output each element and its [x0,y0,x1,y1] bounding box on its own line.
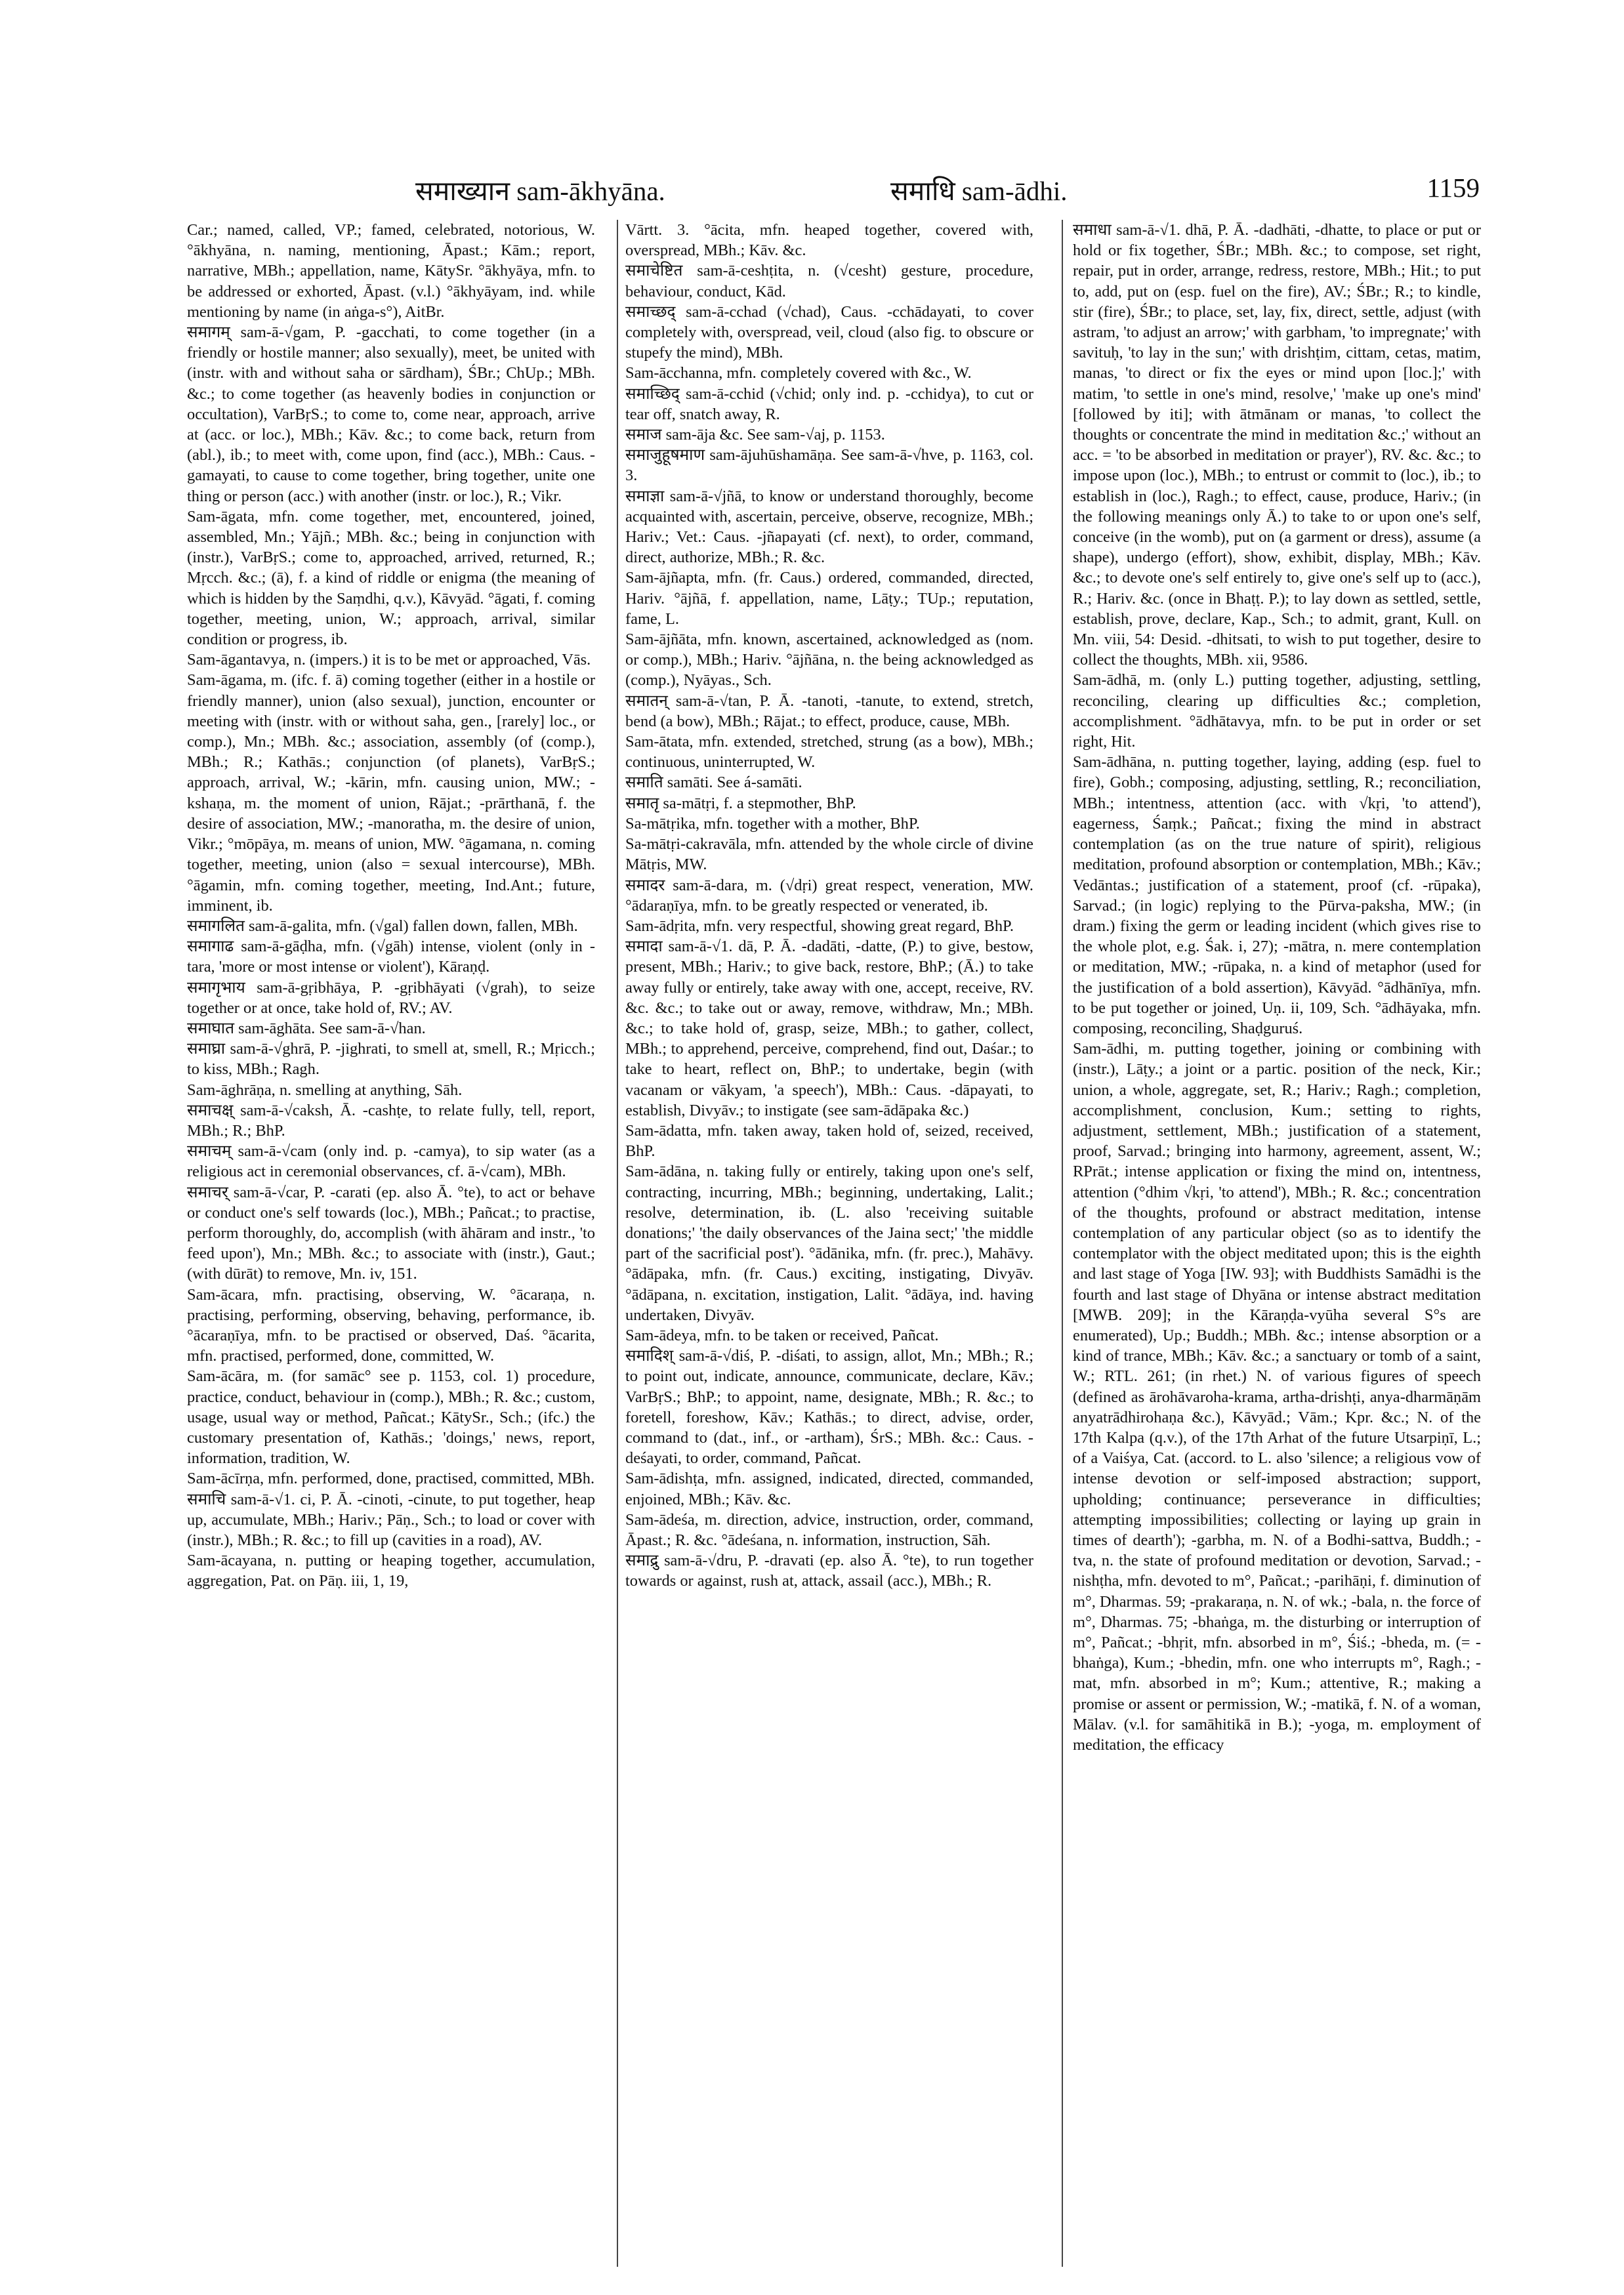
dictionary-entry: समाधा sam-ā-√1. dhā, P. Ā. -dadhāti, -dhatte, to place or put or hold or fix together, ŚBr.; MBh. &c.; to compose, set right, repair, put in order, arrange, redress, restore, MBh.; Hit.; to put to, add, put on (esp. fuel on the fire), AV.; ŚBr.; R.; to kindle, stir (fire), ŚBr.; to place, set, lay, fix, direct, settle, adjust (with astram, 'to adjust an arrow;' with garbham, 'to impregnate;' with savituḥ, 'to lay in the sun;' with drishṭim, cittam, cetas, matim, manas, 'to direct or fix the eyes or mind upon [loc.];' with matim, 'to settle in one's mind, resolve,' 'make up one's mind' [followed by iti]; with ātmānam or manas, 'to collect the thoughts or concentrate the mind in meditation &c.;' without an acc. = 'to be absorbed in meditation or prayer'), RV. &c. &c.; to impose upon (loc.), MBh.; to entrust or commit to (loc.), ib.; to establish in (loc.), Ragh.; to effect, cause, produce, Hariv.; (in the following meanings only Ā.) to take to or upon one's self, conceive (in the womb), put on (a garment or dress), assume (a shape), undergo (effort), show, exhibit, display, MBh.; Kāv. &c.; to devote one's self entirely to, give one's self up to (acc.), R.; Hariv. &c. (once in Bhaṭṭ. P.); to lay down as settled, settle, establish, prove, declare, Kap., Sch.; to admit, grant, Kull. on Mn. viii, 54: Desid. -dhitsati, to wish to put together, desire to collect the thoughts, MBh. xii, 9586. [1073,221,1481,669]
dictionary-entry: Sam-ādishṭa, mfn. assigned, indicated, directed, commanded, enjoined, MBh.; Kāv. &c. [625,1470,1033,1508]
dictionary-entry: समाज्ञा sam-ā-√jñā, to know or understand thoroughly, become acquainted with, ascertain, perceive, observe, recognize, MBh.; Hariv.; Vet.: Caus. -jñapayati (cf. next), to order, command, direct, authorize, MBh.; R. &c. [625,487,1033,567]
dictionary-entry: Sam-āgata, mfn. come together, met, encountered, joined, assembled, Mn.; Yājñ.; MBh. &c.; being in conjunction with (instr.), VarBṛS.; come to, approached, arrived, returned, R.; Mṛcch. &c.; (ā), f. a kind of riddle or enigma (the meaning of which is hidden by the Saṃdhi, q.v.), Kāvyād. °āgati, f. coming together, meeting, union, W.; approach, arrival, similar condition or progress, ib. [187,507,595,649]
dictionary-entry: Sam-ācchanna, mfn. completely covered with &c., W. [625,364,972,382]
dictionary-entry: Sam-ācīrṇa, mfn. performed, done, practised, committed, MBh. [187,1470,595,1488]
running-head-center: समाधि sam-ādhi. [890,176,1068,206]
running-head-left: समाख्यान sam-ākhyāna. [415,176,665,206]
column-2 [625,220,1033,1592]
dictionary-entry: समातृ sa-mātṛi, f. a stepmother, BhP. [625,794,856,812]
dictionary-entry: समातन् sam-ā-√tan, P. Ā. -tanoti, -tanute, to extend, stretch, bend (a bow), MBh.; Rājat.; to effect, produce, cause, MBh. [625,692,1033,730]
column-1 [187,220,595,1592]
dictionary-entry: समाद्रु sam-ā-√dru, P. -dravati (ep. also Ā. °te), to run together towards or against, rush at, attack, assail (acc.), MBh.; R. [625,1552,1033,1590]
dictionary-entry: Sam-āghrāṇa, n. smelling at anything, Sāh. [187,1081,463,1099]
dictionary-entry: समाचेष्टित sam-ā-ceshṭita, n. (√cesht) gesture, procedure, behaviour, conduct, Kād. [625,262,1033,300]
dictionary-entry: Sam-ādatta, mfn. taken away, taken hold of, seized, received, BhP. [625,1121,1033,1161]
dictionary-entry: समाज sam-āja &c. See sam-√aj, p. 1153. [625,426,885,444]
dictionary-entry: समागम् sam-ā-√gam, P. -gacchati, to come together (in a friendly or hostile manner; also sexually), meet, be united with (instr. with and without saha or sārdham), ŚBr.; ChUp.; MBh. &c.; to come together (as heavenly bodies in conjunction or occultation), VarBṛS.; to come to, come near, approach, arrive at (acc. or loc.), MBh.; Kāv. &c.; to come back, return from (abl.), ib.; to meet with, come upon, find (acc.), MBh.: Caus. -gamayati, to cause to come together, bring together, unite one thing or person (acc.) with another (instr. or loc.), R.; Vikr. [187,323,595,505]
dictionary-entry: Sa-mātṛika, mfn. together with a mother, BhP. [625,814,920,833]
dictionary-entry: Sam-ācara, mfn. practising, observing, W. °ācaraṇa, n. practising, performing, observing, behaving, performance, ib. °ācaraṇīya, mfn. to be practised or observed, Daś. °ācarita, mfn. practised, performed, done, committed, W. [187,1285,595,1365]
dictionary-entry: समागलित sam-ā-galita, mfn. (√gal) fallen down, fallen, MBh. [187,917,578,935]
dictionary-entry: समाचि sam-ā-√1. ci, P. Ā. -cinoti, -cinute, to put together, heap up, accumulate, MBh.; Hariv.; Pāṇ., Sch.; to load or cover with (instr.), MBh.; R. &c.; to fill up (cavities in a road), AV. [187,1490,595,1549]
dictionary-entry: Sam-ācāra, m. (for samāc° see p. 1153, col. 1) procedure, practice, conduct, behaviour in (comp.), MBh.; R. &c.; custom, usage, usual way or method, Pañcat.; KātySr., Sch.; (ifc.) the customary presentation of, Kathās.; 'doings,' news, report, information, tradition, W. [187,1367,595,1468]
page-header [187,172,1480,211]
dictionary-entry: समाच्छद् sam-ā-cchad (√chad), Caus. -cchādayati, to cover completely with, overspread, veil, cloud (also fig. to obscure or stupefy the mind), MBh. [625,302,1033,362]
dictionary-entry: Sam-āgama, m. (ifc. f. ā) coming together (either in a hostile or friendly manner), union (also sexual), junction, encounter or meeting with (instr. with or without saha, gen., [rarely] loc., or comp.), Mn.; MBh. &c.; association, assembly (of (comp.), MBh.; R.; Kathās.; conjunction (of planets), VarBṛS.; approach, arrival, W.; -kārin, mfn. causing union, MW.; -kshaṇa, m. the moment of union, Rājat.; -prārthanā, f. the desire of association, MW.; -manoratha, m. the desire of union, Vikr.; °mōpāya, m. means of union, MW. °āgamana, n. coming together, meeting, union (also = sexual intercourse), MBh. °āgamin, mfn. coming together, meeting, Ind.Ant.; future, imminent, ib. [187,671,595,915]
dictionary-entry: समाचर् sam-ā-√car, P. -carati (ep. also Ā. °te), to act or behave or conduct one's self towards (loc.), MBh.; Pañcat.; to practise, perform thoroughly, do, accomplish (with āhāram and instr., 'to feed upon'), Mn.; MBh. &c.; to associate with (instr.), Gaut.; (with dūrāt) to remove, Mn. iv, 151. [187,1183,595,1283]
dictionary-entry: समागाढ sam-ā-gāḍha, mfn. (√gāh) intense, violent (only in -tara, 'more or most intense or violent'), Kāraṇḍ. [187,938,595,976]
dictionary-entry: Sam-āgantavya, n. (impers.) it is to be met or approached, Vās. [187,651,591,669]
dictionary-entry: समाच्छिद् sam-ā-cchid (√chid; only ind. p. -cchidya), to cut or tear off, snatch away, R. [625,384,1033,423]
dictionary-body [187,220,1481,2273]
dictionary-entry: समादिश् sam-ā-√diś, P. -diśati, to assign, allot, Mn.; MBh.; R.; to point out, indicate, announce, communicate, declare, Kāv.; VarBṛS.; BhP.; to appoint, name, designate, MBh.; R. &c.; to foretell, foreshow, Kāv.; Kathās.; to direct, advise, order, command to (dat., inf., or -artham), ŚrS.; MBh. &c.: Caus. -deśayati, to order, command, Pañcat. [625,1347,1033,1468]
dictionary-entry: Sam-ātata, mfn. extended, stretched, strung (as a bow), MBh.; continuous, uninterrupted, W. [625,733,1033,772]
dictionary-entry: समाचक्ष् sam-ā-√caksh, Ā. -cashṭe, to relate fully, tell, report, MBh.; R.; BhP. [187,1101,595,1140]
dictionary-entry: समादा sam-ā-√1. dā, P. Ā. -dadāti, -datte, (P.) to give, bestow, present, MBh.; Hariv.; to give back, restore, BhP.; (Ā.) to take away fully or entirely, take away with one, accept, receive, RV. &c. &c.; to take out or away, remove, withdraw, Mn.; MBh. &c.; to take hold of, grasp, seize, MBh.; to gather, collect, MBh.; to apprehend, perceive, comprehend, find out, Daśar.; to take to heart, reflect on, BhP.; to undertake, begin (with vacanam or vākyam, 'a speech'), MBh.: Caus. -dāpayati, to establish, Divyāv.; to instigate (see sam-ādāpaka &c.) [625,938,1033,1119]
dictionary-entry: Sam-ādṛita, mfn. very respectful, showing great regard, BhP. [625,917,1014,935]
dictionary-entry: Sam-ācayana, n. putting or heaping together, accumulation, aggregation, Pat. on Pāṇ. iii, 1, 19, [187,1552,595,1590]
dictionary-entry: समादर sam-ā-dara, m. (√dṛi) great respect, veneration, MW. °ādaraṇīya, mfn. to be greatly respected or venerated, ib. [625,876,1033,915]
dictionary-entry: Vārtt. 3. °ācita, mfn. heaped together, covered with, overspread, MBh.; Kāv. &c. [625,221,1033,260]
dictionary-entry: Car.; named, called, VP.; famed, celebrated, notorious, W. °ākhyāna, n. naming, mentioning, Āpast.; Kām.; report, narrative, MBh.; appellation, name, KātySr. °ākhyāya, mfn. to be addressed or exhorted, Āpast. (v.l.) °ākhyāyam, ind. while mentioning by name (in aṅga-s°), AitBr. [187,221,595,321]
dictionary-entry: Sam-ādeya, mfn. to be taken or received, Pañcat. [625,1326,939,1344]
dictionary-entry: Sam-ādhā, m. (only L.) putting together, adjusting, settling, reconciling, clearing up difficulties &c.; completion, accomplishment. °ādhātavya, mfn. to be put in order or set right, Hit. [1073,671,1481,751]
column-3 [1073,220,1481,1755]
dictionary-entry: समाचम् sam-ā-√cam (only ind. p. -camya), to sip water (as a religious act in ceremonial observances, cf. ā-√cam), MBh. [187,1142,595,1181]
dictionary-entry: Sam-ājñapta, mfn. (fr. Caus.) ordered, commanded, directed, Hariv. °ājñā, f. appellation, name, Lāṭy.; TUp.; reputation, fame, L. [625,569,1033,628]
dictionary-entry: समाघात sam-āghāta. See sam-ā-√han. [187,1019,426,1037]
dictionary-entry: समागृभाय sam-ā-gṛibhāya, P. -gṛibhāyati (√grah), to seize together or at once, take hold of, RV.; AV. [187,978,595,1017]
dictionary-entry: Sa-mātṛi-cakravāla, mfn. attended by the whole circle of divine Mātṛis, MW. [625,835,1033,874]
dictionary-entry: समाजुहूषमाण sam-ājuhūshamāṇa. See sam-ā-√hve, p. 1163, col. 3. [625,446,1033,485]
dictionary-entry: समाघ्रा sam-ā-√ghrā, P. -jighrati, to smell at, smell, R.; Mṛicch.; to kiss, MBh.; Ragh. [187,1040,595,1079]
dictionary-entry: Sam-ādhāna, n. putting together, laying, adding (esp. fuel to fire), Gobh.; composing, adjusting, settling, R.; reconciliation, MBh.; intentness, attention (acc. with √kṛi, 'to attend'), eagerness, Śaṃk.; Pañcat.; fixing the mind in abstract contemplation (as on the true nature of spirit), religious meditation, profound absorption or contemplation, MBh.; Kāv.; Vedāntas.; justification of a statement, proof (cf. -rūpaka), Sarvad.; (in logic) replying to the Pūrva-paksha, MW.; (in dram.) fixing the germ or leading incident (which gives rise to the whole plot, e.g. Śak. i, 27); -mātra, n. mere contemplation or meditation, MW.; -rūpaka, n. a kind of metaphor (used for the justification of a bold assertion), Kāvyād. °ādhānīya, mfn. to be put together or joined, Uṇ. ii, 109, Sch. °ādhāyaka, mfn. composing, reconciling, Shaḍguruś. [1073,753,1481,1037]
page-number: 1159 [1426,173,1480,203]
dictionary-entry: Sam-ādāna, n. taking fully or entirely, taking upon one's self, contracting, incurring, MBh.; beginning, undertaking, Lalit.; resolve, determination, ib. (L. also 'receiving suitable donations;' 'the daily observances of the Jaina sect;' 'the middle part of the sacrificial post'). °ādānika, mfn. (fr. prec.), Mahāvy. °ādāpaka, mfn. (fr. Caus.) exciting, instigating, Divyāv. °ādāpana, n. excitation, instigation, Lalit. °ādāya, ind. having undertaken, Divyāv. [625,1163,1033,1324]
dictionary-entry: Sam-ājñāta, mfn. known, ascertained, acknowledged as (nom. or comp.), MBh.; Hariv. °ājñāna, n. the being acknowledged as (comp.), Nyāyas., Sch. [625,631,1033,690]
dictionary-entry: Sam-ādhi, m. putting together, joining or combining with (instr.), Lāṭy.; a joint or a partic. position of the neck, Kir.; union, a whole, aggregate, set, R.; Hariv.; Ragh.; completion, accomplishment, conclusion, Kum.; setting to rights, adjustment, settlement, MBh.; justification of a statement, proof, Sarvad.; bringing into harmony, agreement, assent, W.; RPrāt.; intense application or fixing the mind on, intentness, attention (°dhim √kṛi, 'to attend'), MBh.; R. &c.; concentration of the thoughts, profound or abstract meditation, intense contemplation of any particular object (so as to identify the contemplator with the object meditated upon; this is the eighth and last stage of Yoga [IW. 93]; with Buddhists Samādhi is the fourth and last stage of Dhyāna or intense abstract meditation [MWB. 209]; in the Kāraṇḍa-vyūha several S°s are enumerated), Up.; Buddh.; MBh. &c.; intense absorption or a kind of trance, MBh.; Kāv. &c.; a sanctuary or tomb of a saint, W.; RTL. 261; (in rhet.) N. of various figures of speech (defined as ārohāvaroha-krama, artha-drishṭi, anya-dharmāṇām anyatrādhirohaṇa &c.), Kāvyād.; Vām.; Kpr. &c.; N. of the 17th Kalpa (q.v.), of the 17th Arhat of the future Utsarpiṇī, L.; of a Vaiśya, Cat. (accord. to L. also 'silence; a religious vow of intense devotion or self-imposed abstraction; support, upholding; continuance; perseverance in difficulties; attempting impossibilities; collecting or laying up grain in times of dearth'); -garbha, m. N. of a Bodhi-sattva, Buddh.; -tva, n. the state of profound meditation or devotion, Sarvad.; -nishṭha, mfn. devoted to m°, Pañcat.; -parihāṇi, f. diminution of m°, Dharmas. 59; -prakaraṇa, n. N. of wk.; -bala, n. the force of m°, Dharmas. 75; -bhaṅga, m. the disturbing or interruption of m°, Pañcat.; -bhṛit, mfn. absorbed in m°, Śiś.; -bheda, m. (= -bhaṅga), Kum.; -bhedin, mfn. one who interrupts m°, Ragh.; -mat, mfn. absorbed in m°; Kum.; attentive, R.; making a promise or assent or permission, W.; -matikā, f. N. of a woman, Mālav. (v.l. for samāhitikā in B.); -yoga, m. employment of meditation, the efficacy [1073,1040,1481,1754]
dictionary-entry: Sam-ādeśa, m. direction, advice, instruction, order, command, Āpast.; R. &c. °ādeśana, n. information, instruction, Sāh. [625,1510,1033,1549]
dictionary-entry: समाति samāti. See á-samāti. [625,774,802,792]
